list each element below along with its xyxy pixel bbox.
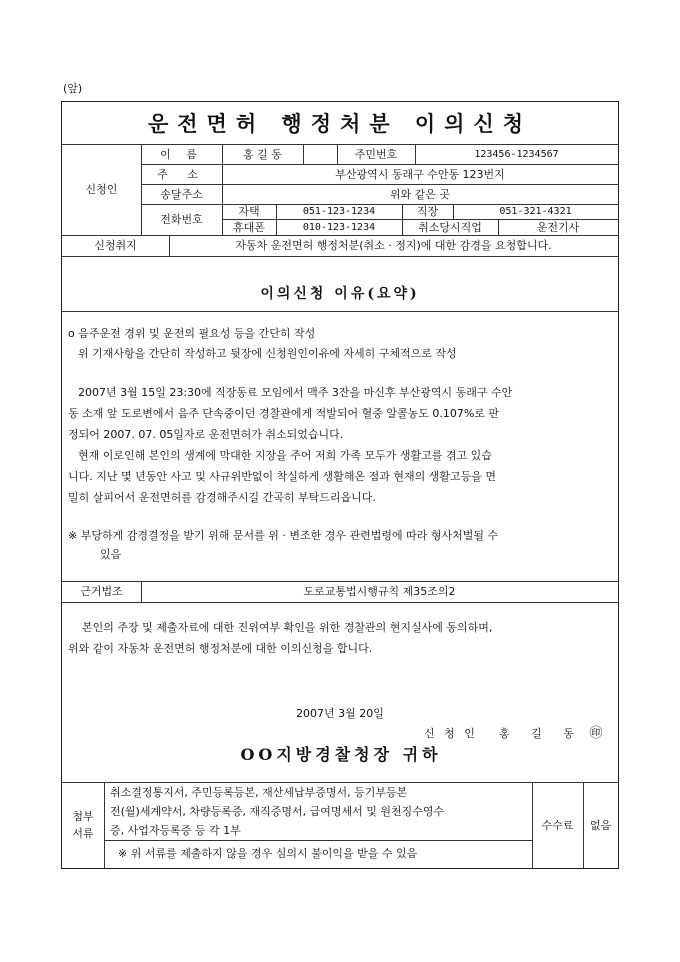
mailing-address-label: 송달주소 — [160, 187, 203, 201]
body-line: 니다. 지난 몇 년동안 사고 및 사규위반없이 착실하게 생활해온 점과 현재의 생활고등을 면 — [68, 470, 496, 483]
body-line: 현재 이로인해 본인의 생계에 막대한 지장을 주어 저희 가족 모두가 생활고를 겪고 있습 — [78, 449, 492, 462]
authority-addressee: OO지방경찰청장 귀하 — [240, 745, 442, 764]
fee-value: 없음 — [589, 818, 612, 832]
work-phone-label: 직장 — [416, 205, 439, 218]
consent-line: 위와 같이 자동차 운전면허 행정처분에 대한 이의신청을 합니다. — [68, 642, 373, 655]
seal-mark: ㊞ — [589, 725, 603, 741]
application-date: 2007년 3월 20일 — [296, 706, 384, 720]
body-line: 동 소재 앞 도로변에서 음주 단속중이던 경찰관에게 적발되어 혈중 알콜농도 0.107%로 판 — [68, 407, 500, 420]
rrn-label: 주민번호 — [354, 147, 398, 161]
home-phone-label: 자택 — [238, 205, 260, 218]
consent-line: 본인의 주장 및 제출자료에 대한 진위여부 확인을 위한 경찰관의 현지실사에 동의하며, — [82, 621, 493, 634]
home-phone-value: 051-123-1234 — [302, 206, 376, 217]
mobile-phone-label: 휴대폰 — [233, 220, 265, 234]
body-line: 밀히 살피어서 운전면허를 감경해주시길 간곡히 부탁드리옵니다. — [68, 491, 376, 504]
body-line: 2007년 3월 15일 23:30에 직장동료 모임에서 맥주 3잔을 마신후 부산광역시 동래구 수안 — [78, 386, 513, 399]
reason-body-2 — [68, 445, 616, 508]
warning-line: 있음 — [100, 548, 122, 561]
mailing-address-value: 위와 같은 곳 — [389, 187, 451, 201]
warning-line: ※ 부당하게 감경결정을 받기 위해 문서를 위 · 변조한 경우 관련법령에 따라 형사처벌될 수 — [68, 529, 499, 542]
reason-guide — [68, 324, 616, 364]
attachments-list-line: 전(월)세계약서, 차량등록증, 재직증명서, 급여명세서 및 원천징수영수 — [110, 805, 445, 818]
objection-form — [61, 101, 619, 869]
signer-label: 신 청 인 — [424, 726, 478, 740]
form-title: 운전면허 행정처분 이의신청 — [147, 110, 533, 136]
legal-basis-value: 도로교통법시행규칙 제35조의2 — [303, 585, 456, 598]
address-label: 주 소 — [157, 167, 206, 181]
legal-basis-label: 근거법조 — [80, 585, 123, 598]
attachments-list — [110, 783, 530, 840]
consent-statement — [68, 617, 616, 659]
work-phone-value: 051-321-4321 — [499, 206, 572, 217]
address-value: 부산광역시 동래구 수안동 123번지 — [335, 167, 505, 181]
attachments-label — [62, 782, 104, 868]
attachments-label-line: 첨부 — [72, 810, 94, 823]
signer-name: 홍 길 동 — [499, 726, 583, 740]
job-label: 취소당시직업 — [418, 220, 482, 234]
reason-warning — [68, 526, 616, 564]
rrn-value: 123456-1234567 — [474, 148, 559, 160]
phone-label: 전화번호 — [160, 213, 203, 226]
applicant-section-label: 신청인 — [85, 183, 118, 196]
fee-label: 수수료 — [541, 818, 574, 832]
attachments-note: ※ 위 서류를 제출하지 않을 경우 심의시 불이익을 받을 수 있음 — [118, 847, 418, 860]
purpose-value: 자동차 운전면허 행정처분(취소 · 정지)에 대한 감경을 요청합니다. — [235, 239, 552, 252]
front-side-label: (앞) — [63, 82, 83, 95]
body-line: 정되어 2007. 07. 05일자로 운전면허가 취소되었습니다. — [68, 428, 344, 441]
purpose-label: 신청취지 — [94, 239, 137, 252]
name-value: 홍 길 동 — [243, 147, 282, 161]
reason-body-1 — [68, 382, 616, 445]
attachments-label-line: 서류 — [72, 827, 94, 840]
name-label: 이 름 — [160, 147, 203, 161]
attachments-list-line: 증, 사업자등록증 등 각 1부 — [110, 824, 241, 837]
job-value: 운전기사 — [536, 220, 580, 234]
reason-title: 이의신청 이유(요약) — [260, 286, 420, 302]
guide-line: 위 기재사항을 간단히 작성하고 뒷장에 신청원인이유에 자세히 구체적으로 작성 — [78, 347, 457, 360]
attachments-list-line: 취소결정통지서, 주민등록등본, 재산세납부증명서, 등기부등본 — [110, 786, 408, 799]
guide-line: o 음주운전 경위 및 운전의 필요성 등을 간단히 작성 — [68, 327, 316, 340]
mobile-phone-value: 010-123-1234 — [302, 221, 376, 233]
